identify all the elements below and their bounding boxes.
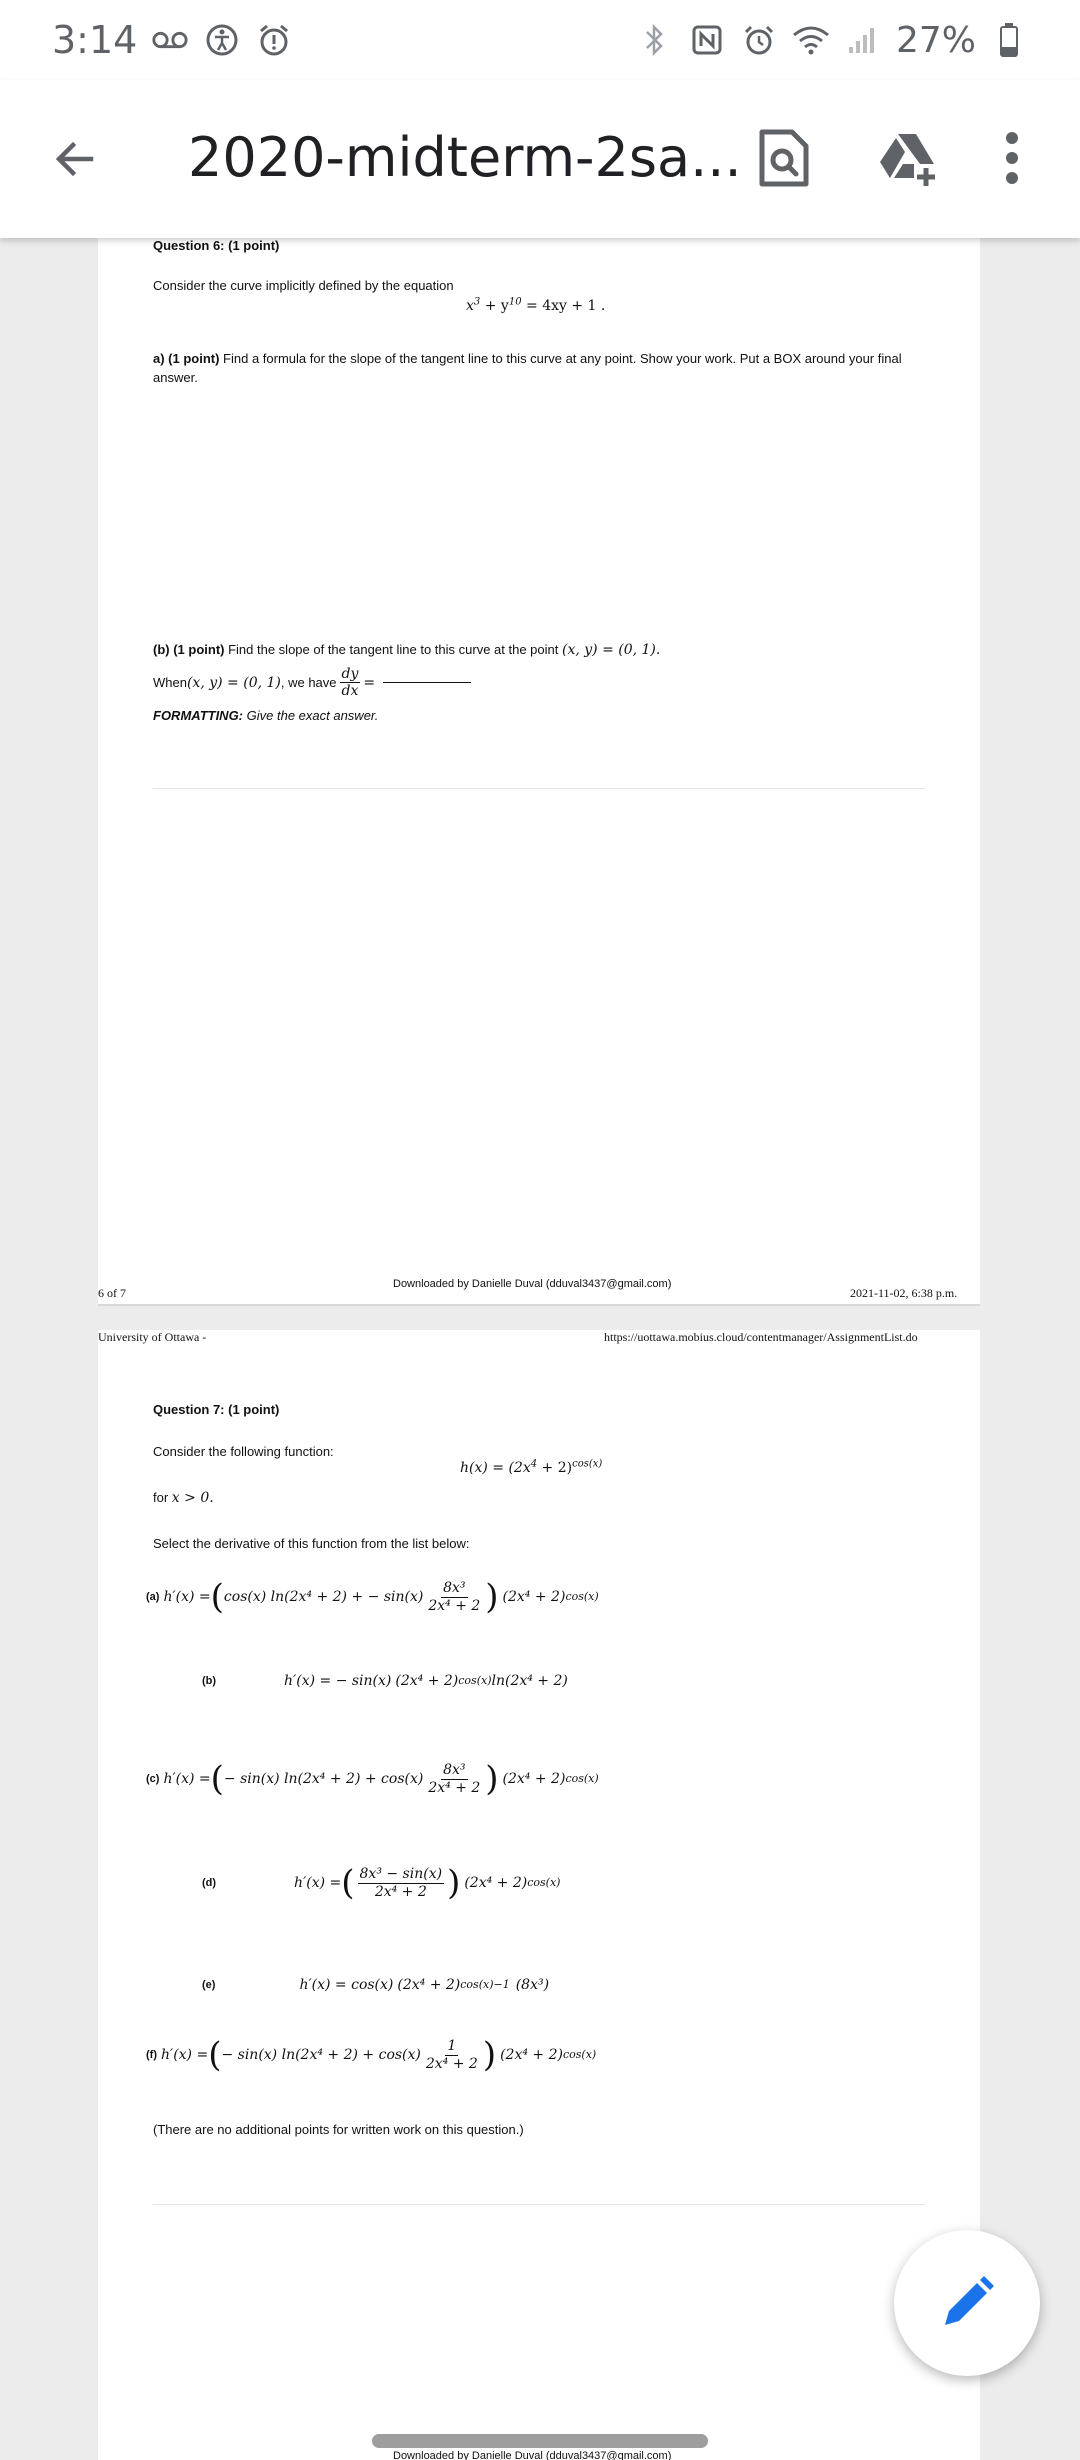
page-number: 6 of 7 xyxy=(98,1286,126,1300)
page-header-left: University of Ottawa - xyxy=(98,1330,207,1344)
question-7-function: $h(x) = (2x^4 + 2)^{cos(x)}$ xyxy=(460,1458,603,1476)
find-in-page-icon xyxy=(758,128,810,188)
question-7-intro: Consider the following function: xyxy=(153,1444,334,1459)
question-6-equation: $x^3 + y^{10} = 4xy + 1$ . xyxy=(466,296,606,314)
option-b[interactable]: (b) h′(x) = − sin(x) (2x⁴ + 2) cos(x) ln(2x⁴ + 2) xyxy=(202,1673,568,1689)
question-7-title: Question 7: (1 point) xyxy=(153,1402,280,1417)
answer-blank[interactable] xyxy=(383,682,471,683)
scroll-handle[interactable] xyxy=(372,2434,708,2448)
option-d[interactable]: (d) h′(x) = ( $\frac{\text{8x³ − sin(x)}}{\text{2x⁴ + 2}}$ ) (2x⁴ + 2) cos(x) xyxy=(202,1863,561,1903)
edit-fab-button[interactable] xyxy=(894,2230,1040,2376)
section-divider-2 xyxy=(153,2204,925,2205)
app-bar xyxy=(0,80,1080,238)
document-title: 2020-midterm-2sa... xyxy=(188,126,742,189)
question-6-title: Question 6: (1 point) xyxy=(153,238,280,253)
domain-line: for x > 0. xyxy=(153,1490,214,1506)
part-b-text: Find the slope of the tangent line to this curve at the point xyxy=(224,642,562,657)
section-divider xyxy=(153,788,925,789)
option-a[interactable]: (a) h′(x) = ( cos(x) ln(2x⁴ + 2) + − sin(x) $\frac{\text{8x³}}{\text{2x⁴ + 2}}$ ) (2x⁴ + 2) cos(x) xyxy=(146,1577,599,1617)
wifi-icon xyxy=(792,21,830,59)
dy-dx-fraction: $\frac{dy}{dx}$ xyxy=(341,666,359,700)
page-header-url: https://uottawa.mobius.cloud/contentmanager/AssignmentList.do xyxy=(604,1330,918,1344)
part-b-answer-line: When (x, y) = (0, 1) , we have $\frac{dy}{dx}$ = xyxy=(153,666,471,699)
option-c[interactable]: (c) h′(x) = ( − sin(x) ln(2x⁴ + 2) + cos(x) $\frac{\text{8x³}}{\text{2x⁴ + 2}}$ ) (2x⁴ + 2) cos(x) xyxy=(146,1759,599,1799)
option-e[interactable]: (e) h′(x) = cos(x) (2x⁴ + 2) cos(x)−1 (8x³) xyxy=(202,1977,550,1993)
option-e-label: (e) xyxy=(202,1979,216,1991)
find-in-page-button[interactable] xyxy=(744,118,824,198)
option-c-label: (c) xyxy=(146,1773,160,1785)
battery-icon xyxy=(990,21,1028,59)
status-time: 3:14 xyxy=(52,18,138,62)
alarm-icon xyxy=(740,21,778,59)
page-separator xyxy=(98,1304,980,1306)
no-points-note: (There are no additional points for written work on this question.) xyxy=(153,2122,524,2137)
accessibility-icon xyxy=(203,21,241,59)
back-button[interactable] xyxy=(40,124,110,194)
battery-percent: 27% xyxy=(895,19,976,61)
formatting-line: FORMATTING: Give the exact answer. xyxy=(153,708,379,723)
part-a-line-2: answer. xyxy=(153,370,198,385)
pdf-viewer[interactable] xyxy=(0,238,1080,2460)
option-f[interactable]: (f) h′(x) = ( − sin(x) ln(2x⁴ + 2) + cos(x) $\frac{1}{\text{2x⁴ + 2}}$ ) (2x⁴ + 2) cos(x) xyxy=(146,2035,597,2075)
edit-pencil-icon xyxy=(937,2273,997,2333)
nfc-icon xyxy=(688,21,726,59)
page-footer-date: 2021-11-02, 6:38 p.m. xyxy=(850,1286,958,1300)
select-instruction: Select the derivative of this function from the list below: xyxy=(153,1536,470,1551)
signal-icon xyxy=(844,21,882,59)
part-a-text: Find a formula for the slope of the tangent line to this curve at any point. Show your work. Put a BOX around your final xyxy=(219,351,902,366)
arrow-back-icon xyxy=(51,135,99,183)
bluetooth-icon xyxy=(636,21,674,59)
page-footer-downloaded: Downloaded by Danielle Duval (dduval3437@gmail.com) xyxy=(393,1278,672,1290)
part-a-line xyxy=(153,351,902,366)
option-d-label: (d) xyxy=(202,1877,217,1889)
option-a-label: (a) xyxy=(146,1591,160,1603)
part-b-label: (b) (1 point) xyxy=(153,642,225,657)
alarm-warning-icon xyxy=(255,21,293,59)
voicemail-icon xyxy=(151,21,189,59)
option-f-label: (f) xyxy=(146,2049,157,2061)
option-b-label: (b) xyxy=(202,1675,217,1687)
add-to-drive-button[interactable] xyxy=(868,118,948,198)
question-6-intro: Consider the curve implicitly defined by the equation xyxy=(153,278,454,293)
add-to-drive-icon xyxy=(876,130,940,186)
page-footer-downloaded-2: Downloaded by Danielle Duval (dduval3437@gmail.com) xyxy=(393,2450,672,2460)
more-vert-icon xyxy=(1004,130,1020,186)
pdf-page-7 xyxy=(98,1330,980,2460)
more-options-button[interactable] xyxy=(982,118,1042,198)
when-point: (x, y) = (0, 1) xyxy=(186,674,281,691)
status-bar xyxy=(0,0,1080,80)
pdf-page-6 xyxy=(98,238,980,1304)
part-b-point: (x, y) = (0, 1). xyxy=(561,642,661,658)
part-b-line xyxy=(153,642,660,658)
status-left xyxy=(52,18,293,62)
status-right xyxy=(636,20,1028,61)
part-a-label: a) (1 point) xyxy=(153,351,220,366)
